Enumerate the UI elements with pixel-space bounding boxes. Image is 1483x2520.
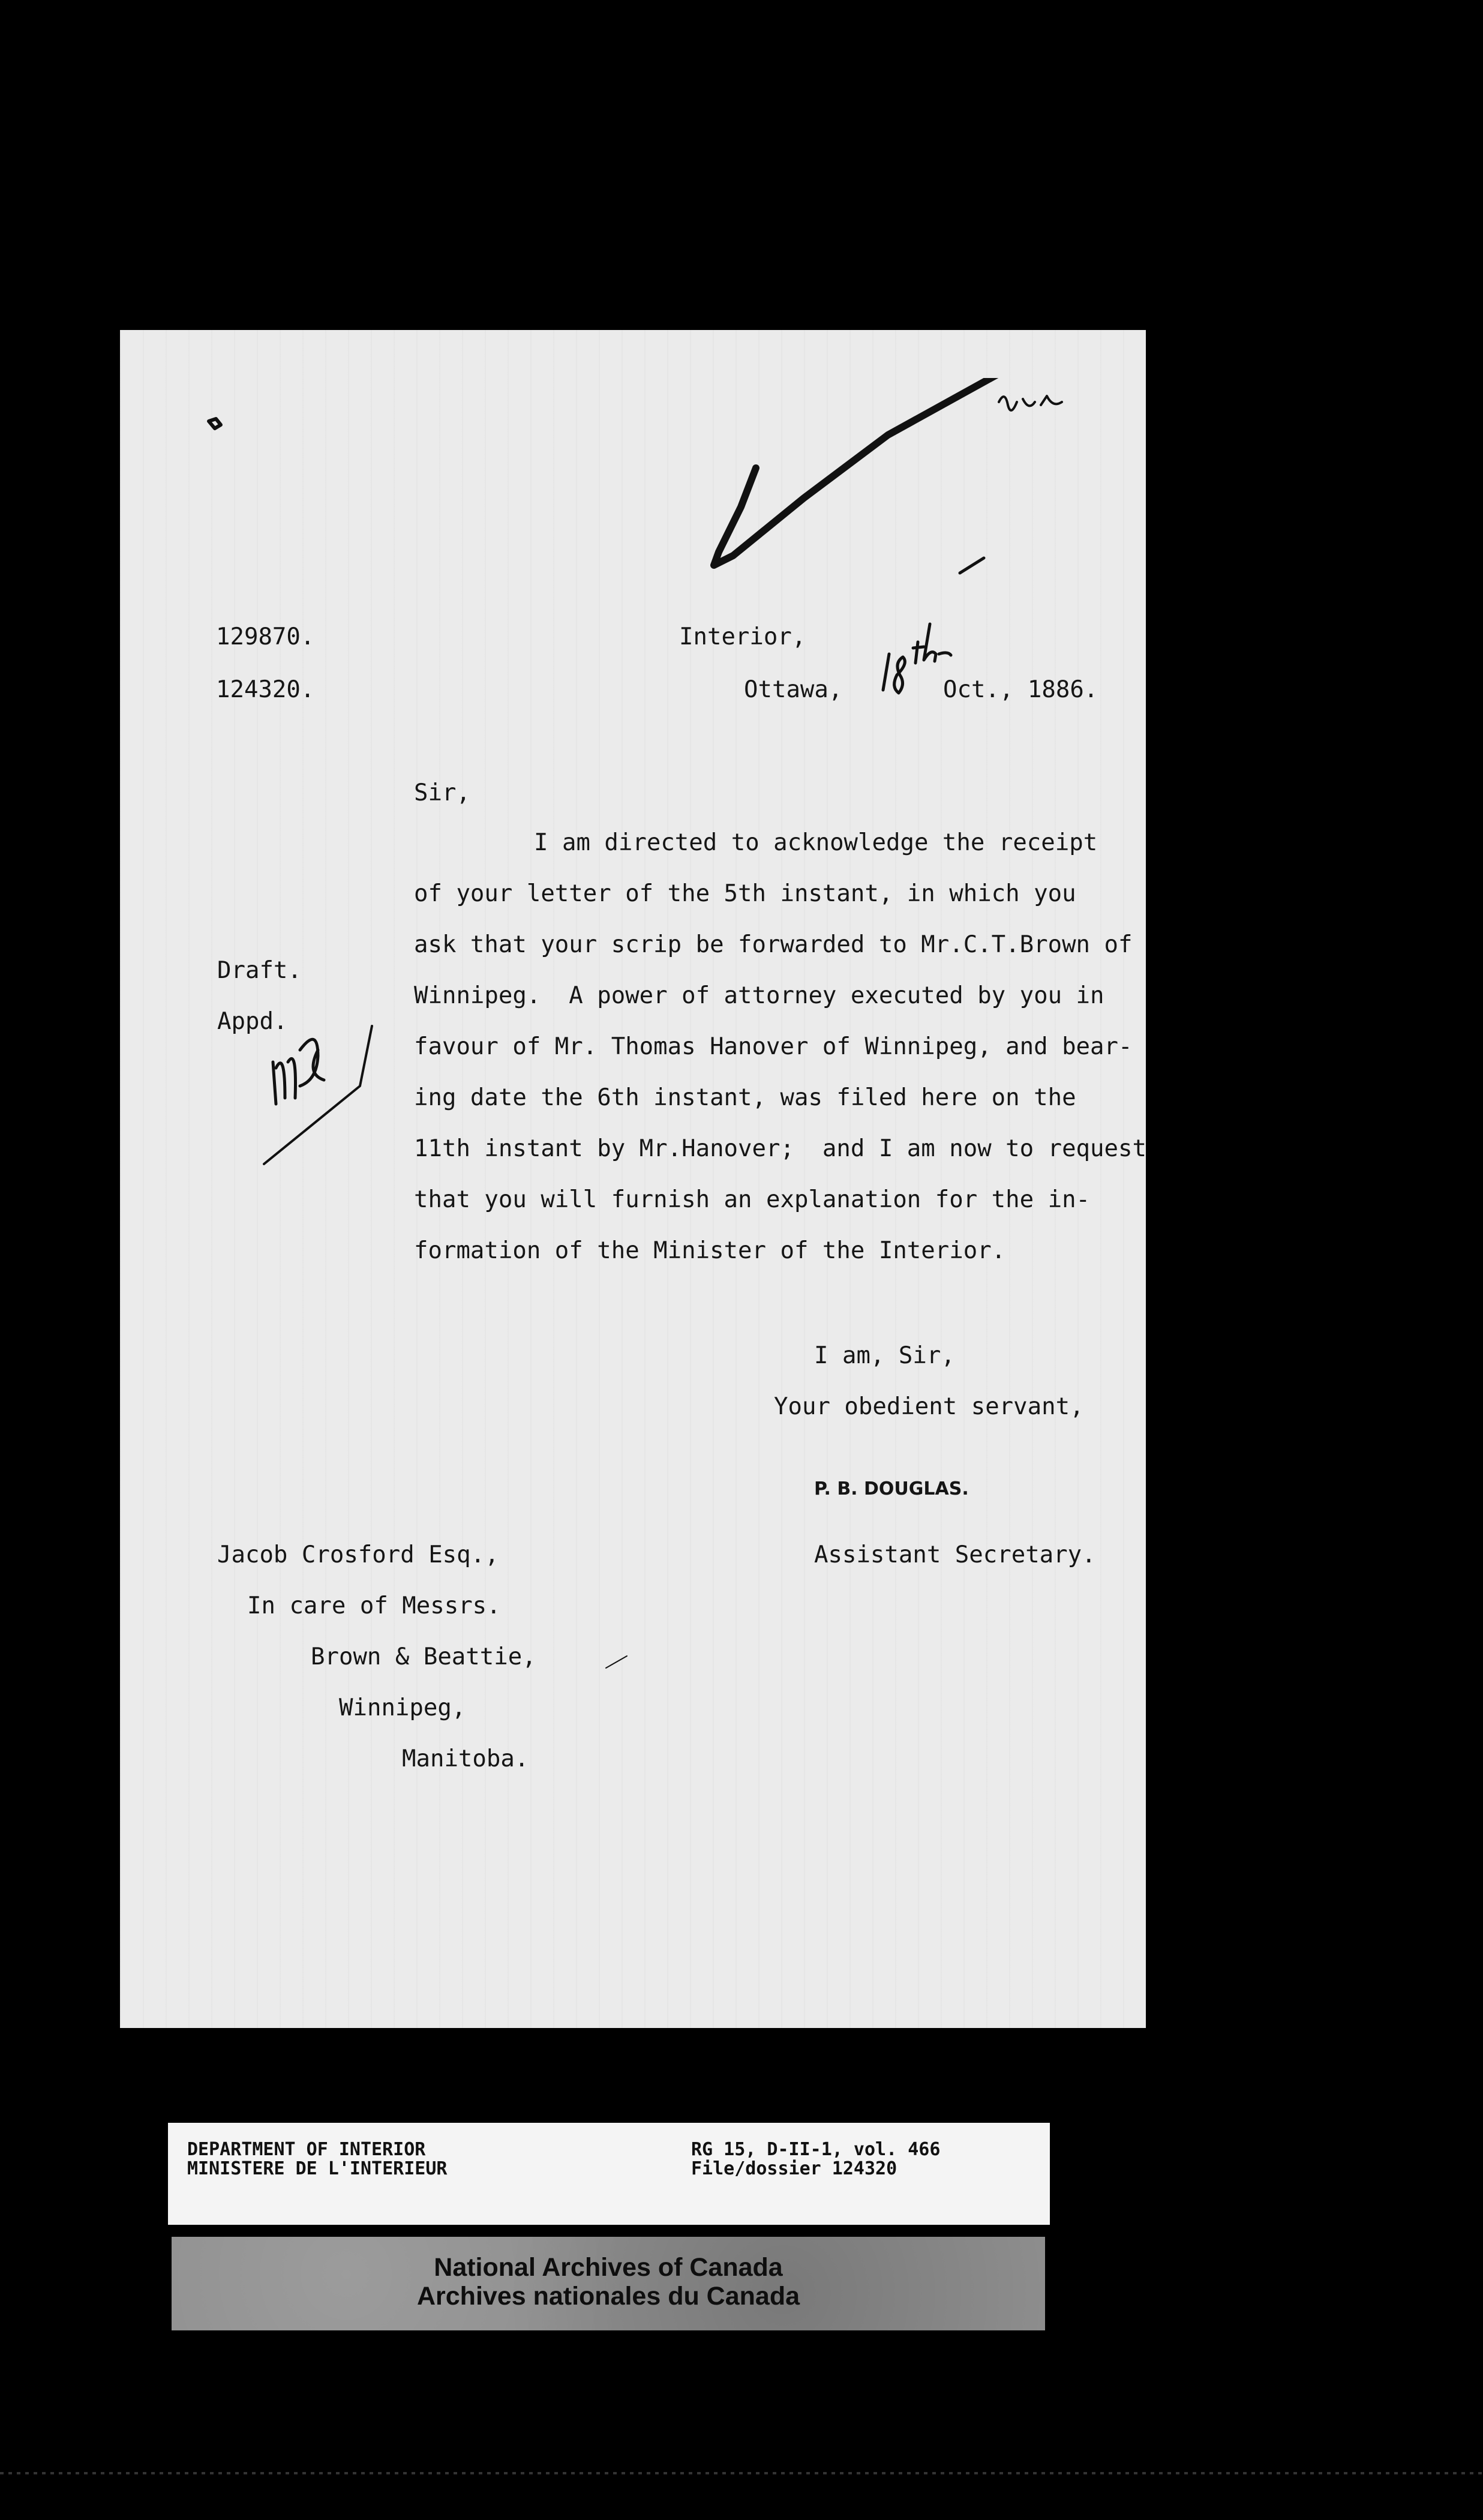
body-line: favour of Mr. Thomas Hanover of Winnipeg, and bear- xyxy=(414,1033,1133,1060)
address-line: Jacob Crosford Esq., xyxy=(217,1541,499,1568)
body-line: Winnipeg. A power of attorney executed by you in xyxy=(414,982,1104,1009)
closing-line-1: I am, Sir, xyxy=(814,1342,955,1369)
body-line: formation of the Minister of the Interior. xyxy=(414,1237,1006,1264)
address-line: In care of Messrs. xyxy=(247,1592,501,1619)
record-group-reference: RG 15, D-II-1, vol. 466 xyxy=(691,2139,941,2160)
body-line: ask that your scrip be forwarded to Mr.C.T.Brown of xyxy=(414,931,1133,958)
department-heading: Interior, xyxy=(679,623,806,650)
body-line: I am directed to acknowledge the receipt xyxy=(534,829,1098,856)
body-line: of your letter of the 5th instant, in which you xyxy=(414,880,1076,907)
file-dossier-number: File/dossier 124320 xyxy=(691,2158,897,2179)
body-line: ing date the 6th instant, was filed here on the xyxy=(414,1084,1076,1111)
signer-title: Assistant Secretary. xyxy=(814,1541,1096,1568)
file-number-2: 124320. xyxy=(216,676,315,703)
letter-page xyxy=(120,330,1146,2028)
body-line: that you will furnish an explanation for the in- xyxy=(414,1186,1091,1213)
punch-mark xyxy=(204,414,228,432)
signature-stamp: P. B. DOUGLAS. xyxy=(814,1478,969,1499)
place-name: Ottawa, xyxy=(744,676,843,703)
body-line: 11th instant by Mr.Hanover; and I am now to request xyxy=(414,1135,1146,1162)
address-line: Brown & Beattie, xyxy=(311,1643,536,1670)
archive-reference-label xyxy=(168,2123,1050,2225)
file-number-1: 129870. xyxy=(216,623,315,650)
salutation: Sir, xyxy=(414,779,470,806)
margin-note-draft: Draft. xyxy=(217,957,302,984)
corner-initials-mark xyxy=(990,384,1074,432)
date-month-year: Oct., 1886. xyxy=(943,676,1098,703)
closing-line-2: Your obedient servant, xyxy=(774,1393,1084,1420)
archives-banner xyxy=(172,2237,1045,2330)
address-line: Manitoba. xyxy=(402,1745,529,1772)
stray-pen-mark xyxy=(600,1650,636,1674)
banner-line-french: Archives nationales du Canada xyxy=(416,2282,800,2311)
scan-edge-dots xyxy=(0,2472,1483,2474)
approval-initials-mark xyxy=(252,1014,390,1170)
banner-line-english: National Archives of Canada xyxy=(434,2253,783,2282)
department-english: DEPARTMENT OF INTERIOR xyxy=(187,2139,426,2160)
address-line: Winnipeg, xyxy=(339,1694,466,1721)
margin-note-appd: Appd. xyxy=(217,1008,288,1035)
department-french: MINISTERE DE L'INTERIEUR xyxy=(187,2158,448,2179)
